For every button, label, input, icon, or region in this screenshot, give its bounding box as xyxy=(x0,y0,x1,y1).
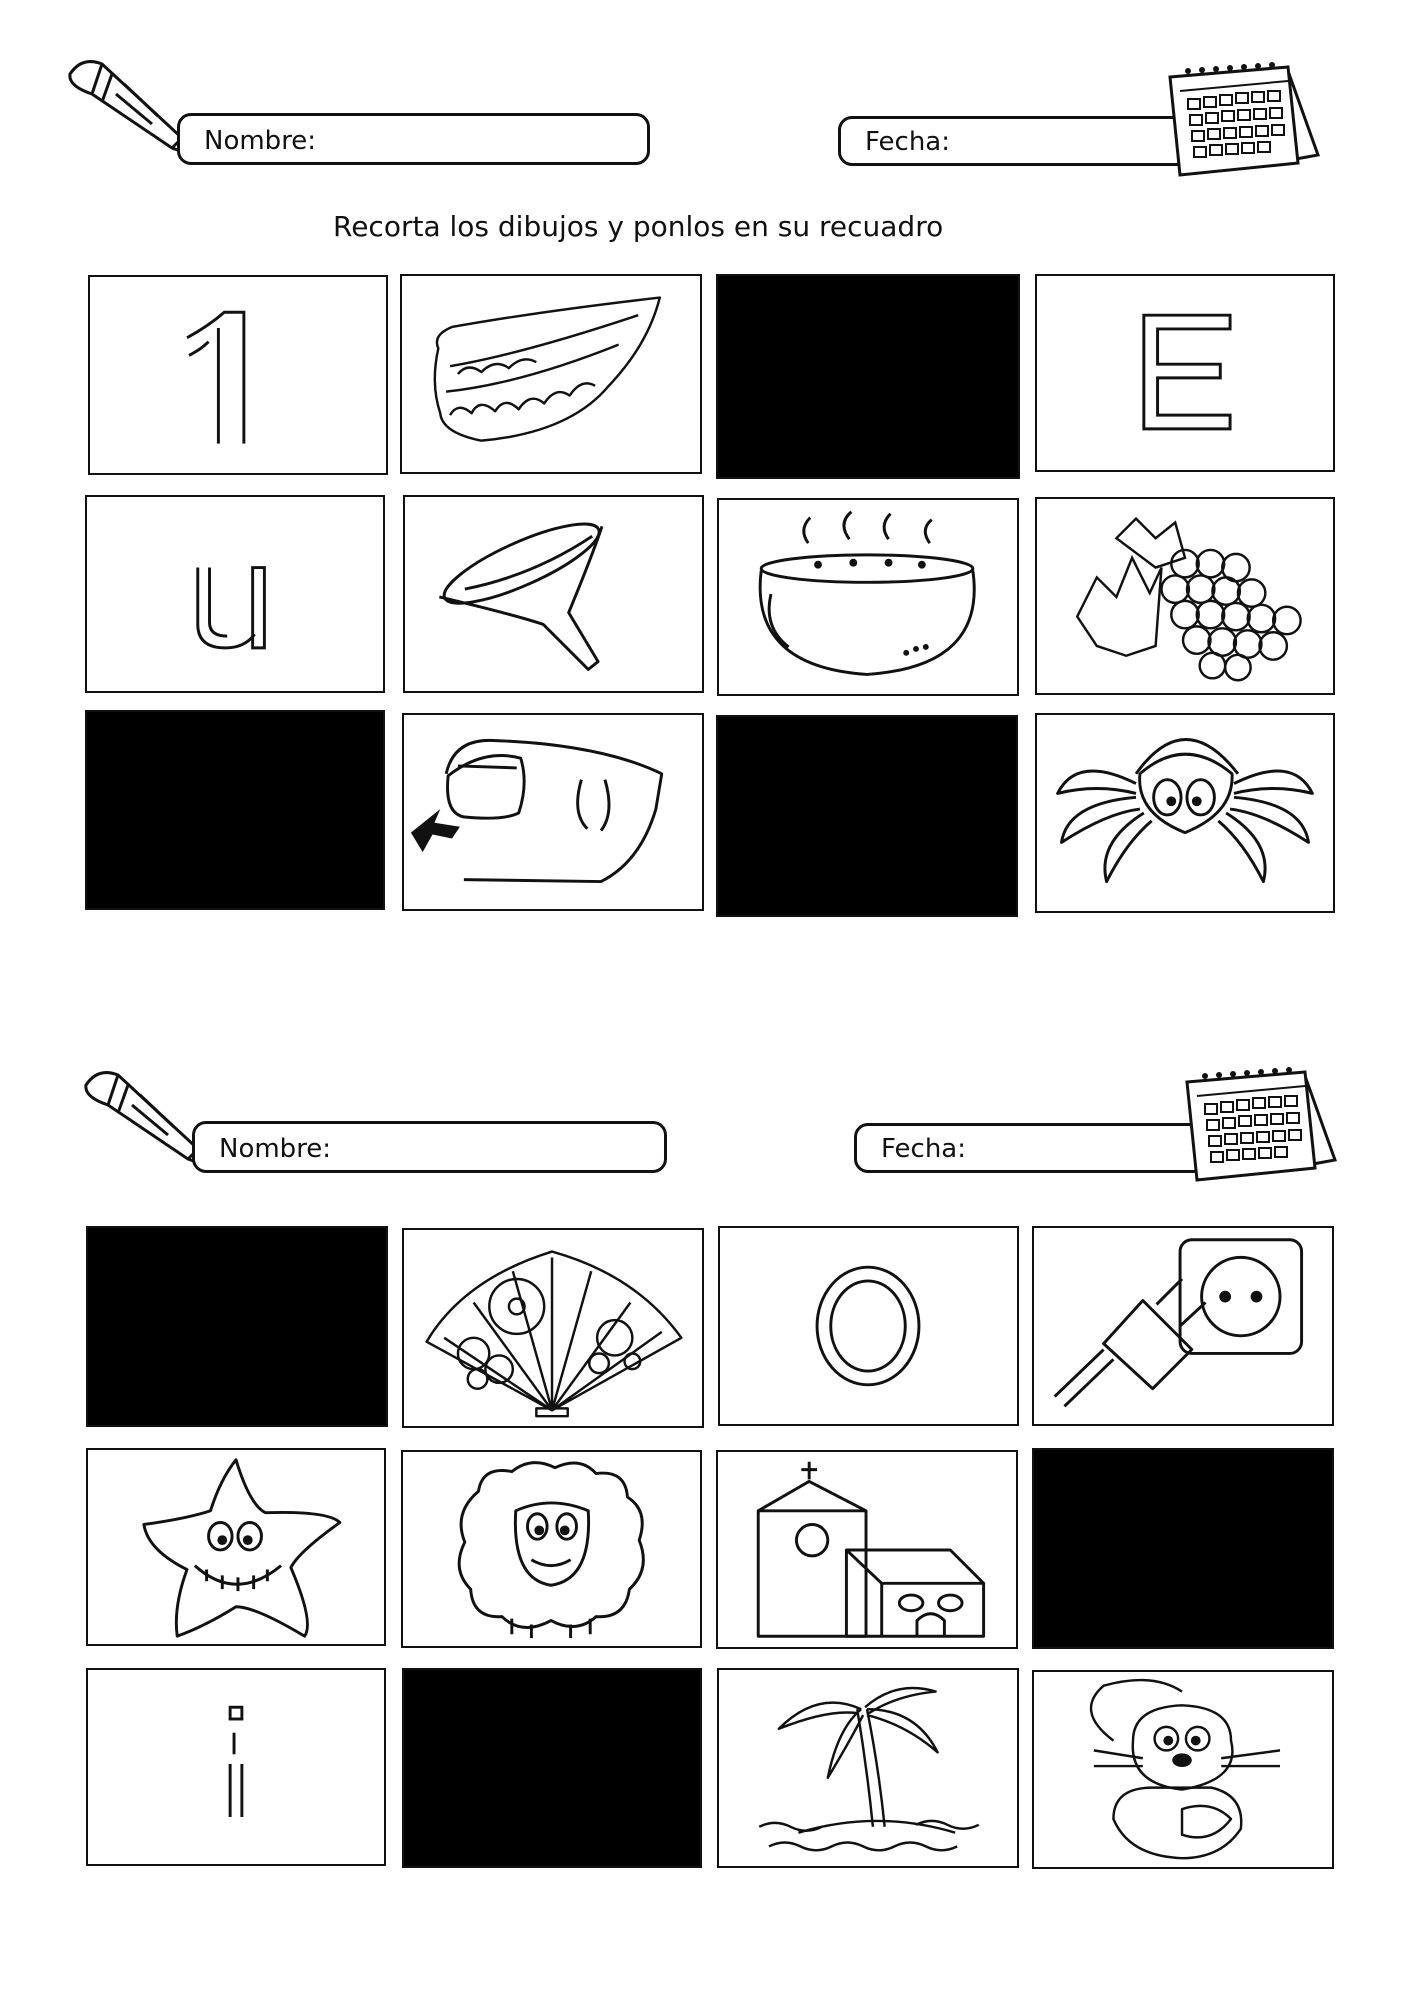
instruction-text: Recorta los dibujos y ponlos en su recuadro xyxy=(333,210,944,243)
name-label: Nombre: xyxy=(219,1134,332,1164)
picture-card-letter-i[interactable] xyxy=(86,1668,386,1866)
picture-card-church[interactable] xyxy=(716,1450,1018,1649)
picture-card-letter-e[interactable] xyxy=(1035,274,1335,472)
picture-card-island[interactable] xyxy=(717,1668,1019,1868)
picture-card-funnel[interactable] xyxy=(403,495,704,693)
picture-card-blacked-out[interactable] xyxy=(86,1226,388,1427)
picture-card-blacked-out[interactable] xyxy=(402,1668,702,1868)
picture-card-letter-o[interactable] xyxy=(718,1226,1019,1426)
picture-card-blacked-out[interactable] xyxy=(716,274,1020,479)
calendar-icon xyxy=(1175,1060,1339,1185)
picture-card-blacked-out[interactable] xyxy=(85,710,385,910)
date-field[interactable] xyxy=(838,116,1190,166)
picture-card-wing[interactable] xyxy=(400,274,702,474)
picture-card-letter-u[interactable] xyxy=(85,495,385,693)
picture-card-grapes[interactable] xyxy=(1035,497,1335,695)
picture-card-number-one[interactable] xyxy=(88,275,388,475)
picture-card-cauldron[interactable] xyxy=(717,498,1019,696)
date-label: Fecha: xyxy=(881,1134,966,1164)
name-label: Nombre: xyxy=(204,126,317,156)
picture-card-squirrel[interactable] xyxy=(1032,1670,1334,1869)
picture-card-blacked-out[interactable] xyxy=(716,715,1018,917)
picture-card-fingernail[interactable] xyxy=(402,713,704,911)
picture-card-starfish[interactable] xyxy=(86,1448,386,1646)
date-label: Fecha: xyxy=(865,127,950,157)
picture-card-hand-fan[interactable] xyxy=(402,1228,704,1428)
calendar-icon xyxy=(1158,55,1322,180)
name-field[interactable] xyxy=(192,1121,667,1173)
picture-card-plug[interactable] xyxy=(1032,1226,1334,1426)
date-field[interactable] xyxy=(854,1123,1207,1173)
picture-card-sheep[interactable] xyxy=(401,1450,702,1648)
name-field[interactable] xyxy=(177,113,650,165)
picture-card-blacked-out[interactable] xyxy=(1032,1448,1334,1649)
picture-card-spider[interactable] xyxy=(1035,713,1335,913)
